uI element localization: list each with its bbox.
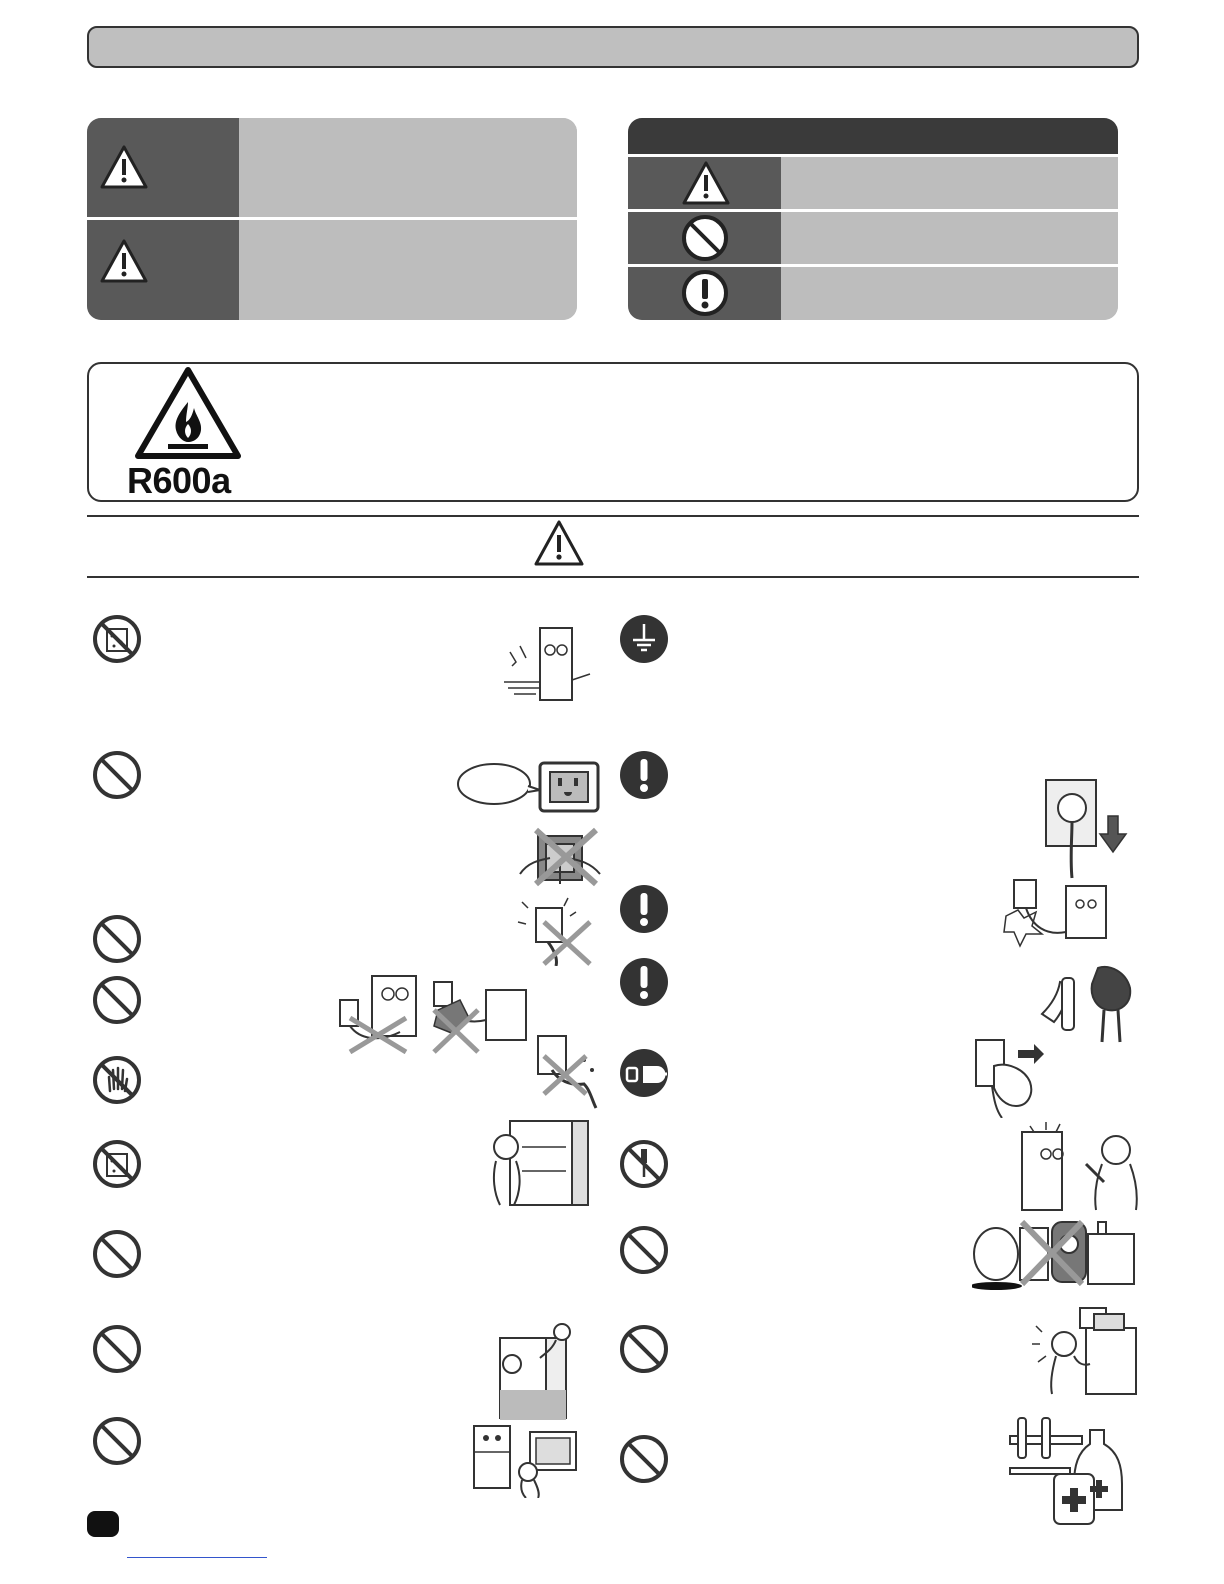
falling-box-illustration <box>1030 1304 1140 1396</box>
prohibited-icon <box>92 1324 142 1374</box>
flammable-warning-icon <box>134 366 242 460</box>
warning-triangle-icon <box>99 144 149 190</box>
warning-legend-box <box>87 118 577 320</box>
symbol-legend-row <box>628 157 1118 209</box>
prohibited-icon <box>92 1229 142 1279</box>
symbol-legend-row <box>628 212 1118 264</box>
footer-link-underline[interactable] <box>127 1557 267 1558</box>
refrigerant-label: R600a <box>127 460 231 501</box>
no-wet-hands-icon <box>92 1055 142 1105</box>
no-disassembly-icon <box>619 1139 669 1189</box>
symbol-legend-row <box>628 267 1118 320</box>
unplug-hand-illustration <box>972 1036 1068 1118</box>
section-rule-top <box>87 515 1139 517</box>
mandatory-icon <box>619 750 669 800</box>
no-water-splash-icon <box>92 1139 142 1189</box>
plug-spark-illustration <box>1002 876 1112 948</box>
damaged-cord-illustration <box>330 970 530 1054</box>
no-water-splash-icon <box>92 614 142 664</box>
symbol-legend-box <box>628 118 1118 320</box>
ground-icon <box>619 614 669 664</box>
flammable-products-illustration <box>972 1214 1142 1290</box>
warning-triangle-icon <box>533 519 585 567</box>
chemicals-illustration <box>1004 1414 1130 1526</box>
repair-woman-illustration <box>1016 1120 1140 1212</box>
unplug-icon <box>619 1048 669 1098</box>
prohibited-icon <box>92 914 142 964</box>
socket-speech-illustration <box>456 760 600 814</box>
wet-hand-plug-illustration <box>528 1030 600 1110</box>
clean-plug-illustration <box>1038 956 1142 1044</box>
prohibited-icon <box>619 1225 669 1275</box>
section-title-bar <box>87 26 1139 68</box>
water-spray-shock-illustration <box>500 622 592 708</box>
prohibited-icon <box>619 1324 669 1374</box>
prohibited-icon <box>92 1416 142 1466</box>
prohibited-icon <box>92 750 142 800</box>
flammable-refrigerant-box <box>87 362 1139 502</box>
climbing-child-illustration <box>486 1320 582 1422</box>
page-number-badge <box>87 1511 119 1537</box>
mandatory-icon <box>681 269 729 317</box>
mandatory-icon <box>619 884 669 934</box>
prohibited-icon <box>92 975 142 1025</box>
symbol-legend-header <box>628 118 1118 154</box>
washing-fridge-illustration <box>486 1117 592 1207</box>
overloaded-socket-illustration <box>516 826 602 888</box>
warning-triangle-icon <box>99 238 149 284</box>
plug-insert-illustration <box>1042 778 1132 882</box>
prohibited-icon <box>681 214 729 262</box>
warning-legend-row <box>87 118 577 217</box>
caution-legend-row <box>87 220 577 320</box>
warning-triangle-icon <box>681 160 731 206</box>
damaged-socket-illustration <box>514 892 594 966</box>
section-rule-bottom <box>87 576 1139 578</box>
mandatory-icon <box>619 957 669 1007</box>
cord-damage-illustration <box>466 1418 582 1498</box>
prohibited-icon <box>619 1434 669 1484</box>
